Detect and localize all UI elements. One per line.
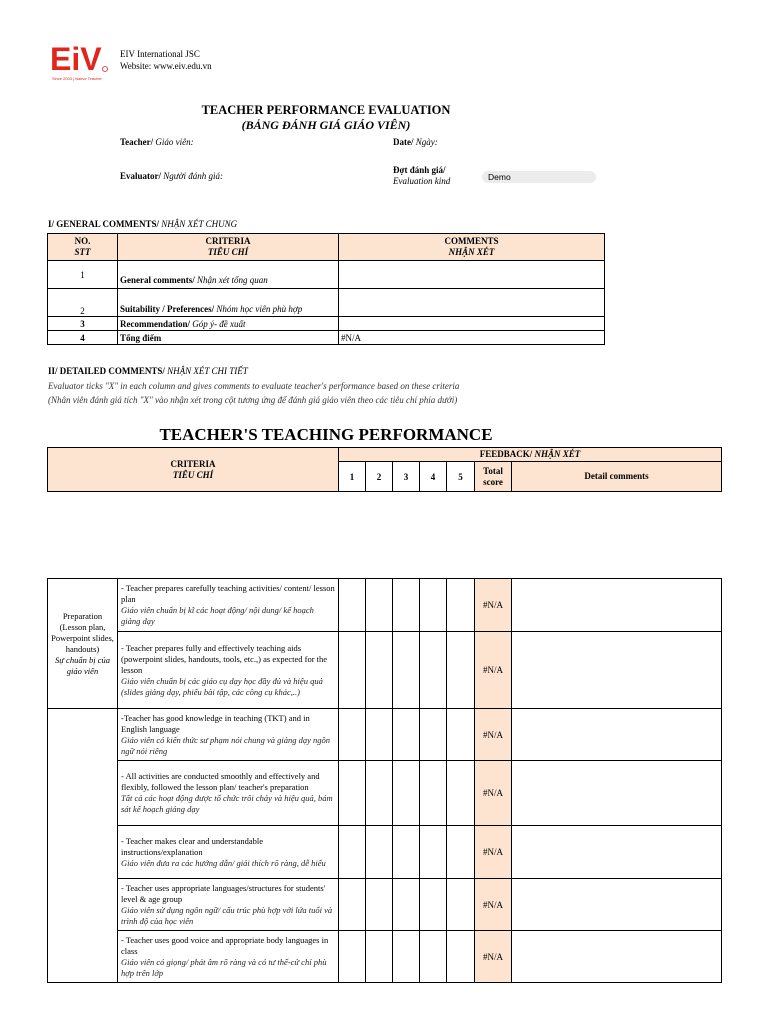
score-cell-1[interactable] <box>339 761 366 826</box>
score-cell-1[interactable] <box>339 632 366 709</box>
score-col-1: 1 <box>339 462 366 492</box>
detail-comment-cell[interactable] <box>512 931 722 983</box>
table-row <box>48 261 605 289</box>
score-cell-3[interactable] <box>393 879 420 931</box>
row-no: 4 <box>48 331 118 345</box>
score-cell-4[interactable] <box>420 879 447 931</box>
criteria-row <box>48 879 722 931</box>
row-criteria: General comments/ Nhận xét tổng quan <box>118 261 339 289</box>
performance-title: TEACHER'S TEACHING PERFORMANCE <box>159 425 493 444</box>
company-website: Website: www.eiv.edu.vn <box>120 61 212 71</box>
table-row <box>48 331 605 345</box>
score-cell-1[interactable] <box>339 709 366 761</box>
score-col-5: 5 <box>447 462 475 492</box>
company-info <box>120 48 212 72</box>
criteria-text: - Teacher uses good voice and appropriate body languages in class Giáo viên có giọng/ phát âm rõ ràng và có tư thế-cử chỉ phù hợp trên lớp <box>118 931 339 983</box>
score-cell-3[interactable] <box>393 579 420 632</box>
detail-comment-cell[interactable] <box>512 632 722 709</box>
total-score: #N/A <box>475 826 512 879</box>
score-cell-1[interactable] <box>339 931 366 983</box>
score-cell-4[interactable] <box>420 709 447 761</box>
detail-comment-cell[interactable] <box>512 579 722 632</box>
score-cell-5[interactable] <box>447 709 475 761</box>
table-row <box>48 317 605 331</box>
criteria-text: - Teacher makes clear and understandable instructions/explanation Giáo viên đưa ra các hướng dẫn/ giải thích rõ ràng, dễ hiểu <box>118 826 339 879</box>
score-col-3: 3 <box>393 462 420 492</box>
criteria-text: - Teacher prepares fully and effectively teaching aids (powerpoint slides, handouts, tools, etc.,) as expected for the lesson Giáo viên chuẩn bị các giáo cụ dạy học đầy đủ và hiệu quả (slides giảng dạy, phiếu bài tập, các công cụ khác,..) <box>118 632 339 709</box>
criteria-text: - All activities are conducted smoothly and effectively and flexibly, followed the lesson plan/ teacher's preparation Tất cả các hoạt động được tổ chức trôi chảy và hiệu quả, bám sát kế hoạch giảng dạy <box>118 761 339 826</box>
page-title: TEACHER PERFORMANCE EVALUATION <box>201 103 451 117</box>
logo-text: EiV <box>50 41 102 77</box>
score-cell-2[interactable] <box>366 761 393 826</box>
score-col-2: 2 <box>366 462 393 492</box>
col-criteria: CRITERIA TIÊU CHÍ <box>118 234 339 261</box>
page-subtitle: (BẢNG ĐÁNH GIÁ GIÁO VIÊN) <box>241 118 411 132</box>
score-cell-3[interactable] <box>393 709 420 761</box>
score-cell-2[interactable] <box>366 879 393 931</box>
company-logo <box>50 40 108 82</box>
score-cell-3[interactable] <box>393 632 420 709</box>
row-criteria: Suitability / Preferences/ Nhóm học viên phù hợp <box>118 289 339 317</box>
score-cell-5[interactable] <box>447 931 475 983</box>
score-cell-4[interactable] <box>420 579 447 632</box>
row-criteria: Tổng điểm <box>118 331 339 345</box>
general-header-row <box>48 234 605 261</box>
score-cell-2[interactable] <box>366 579 393 632</box>
criteria-row <box>48 579 722 632</box>
general-comments-heading: I/ GENERAL COMMENTS/ NHẬN XÉT CHUNG <box>48 219 238 229</box>
row-no: 1 <box>48 261 118 289</box>
detail-comment-cell[interactable] <box>512 761 722 826</box>
detail-comment-cell[interactable] <box>512 879 722 931</box>
score-cell-4[interactable] <box>420 931 447 983</box>
score-cell-3[interactable] <box>393 826 420 879</box>
col-no: NO. STT <box>48 234 118 261</box>
score-cell-1[interactable] <box>339 879 366 931</box>
score-cell-2[interactable] <box>366 931 393 983</box>
total-score: #N/A <box>475 931 512 983</box>
score-cell-2[interactable] <box>366 826 393 879</box>
total-score: #N/A <box>475 579 512 632</box>
total-score: #N/A <box>475 632 512 709</box>
col-total-score: Total score <box>475 462 512 492</box>
score-cell-2[interactable] <box>366 632 393 709</box>
date-label: Date/ Ngày: <box>393 137 438 147</box>
score-cell-4[interactable] <box>420 632 447 709</box>
logo-tagline: Since 2003 | Native Teacher <box>52 76 102 81</box>
score-cell-1[interactable] <box>339 579 366 632</box>
row-criteria: Recommendation/ Góp ý- đề xuất <box>118 317 339 331</box>
comment-cell[interactable] <box>339 261 605 289</box>
detailed-comments-heading: II/ DETAILED COMMENTS/ NHẬN XÉT CHI TIẾT <box>48 366 248 376</box>
criteria-row <box>48 761 722 826</box>
score-cell-4[interactable] <box>420 761 447 826</box>
criteria-text: - Teacher prepares carefully teaching activities/ content/ lesson plan Giáo viên chuẩn bị kĩ các hoạt động/ nội dung/ kế hoạch giảng dạy <box>118 579 339 632</box>
criteria-row <box>48 826 722 879</box>
score-cell-2[interactable] <box>366 709 393 761</box>
group-preparation: Preparation (Lesson plan, Powerpoint slides, handouts) Sự chuẩn bị của giáo viên <box>48 579 118 709</box>
criteria-row <box>48 632 722 709</box>
teacher-label: Teacher/ Giáo viên: <box>120 137 194 147</box>
performance-criteria-table <box>47 578 722 983</box>
row-no: 2 <box>48 289 118 317</box>
performance-header-table <box>47 447 722 492</box>
criteria-row <box>48 931 722 983</box>
company-name: EIV International JSC <box>120 49 200 59</box>
table-row <box>48 289 605 317</box>
score-cell-5[interactable] <box>447 761 475 826</box>
total-score-cell: #N/A <box>339 331 605 345</box>
score-cell-5[interactable] <box>447 879 475 931</box>
score-col-4: 4 <box>420 462 447 492</box>
score-cell-5[interactable] <box>447 826 475 879</box>
col-comments: COMMENTS NHẬN XÉT <box>339 234 605 261</box>
detail-comment-cell[interactable] <box>512 826 722 879</box>
comment-cell[interactable] <box>339 317 605 331</box>
score-cell-3[interactable] <box>393 761 420 826</box>
criteria-text: - Teacher uses appropriate languages/structures for students' level & age group Giáo viên sử dụng ngôn ngữ/ cấu trúc phù hợp với lứa tuổi và trình độ của học viên <box>118 879 339 931</box>
row-no: 3 <box>48 317 118 331</box>
score-cell-3[interactable] <box>393 931 420 983</box>
total-score: #N/A <box>475 879 512 931</box>
score-cell-5[interactable] <box>447 579 475 632</box>
criteria-row <box>48 709 722 761</box>
col-feedback: FEEDBACK/ NHẬN XÉT <box>339 448 722 462</box>
score-cell-4[interactable] <box>420 826 447 879</box>
instruction-note-en: Evaluator ticks "X" in each column and gives comments to evaluate teacher's performance based on these criteria <box>48 381 460 391</box>
general-comments-table <box>47 233 605 345</box>
comment-cell[interactable] <box>339 289 605 317</box>
total-score: #N/A <box>475 761 512 826</box>
evaluation-kind-select[interactable]: Demo <box>482 171 596 183</box>
col-detail-comments: Detail comments <box>512 462 722 492</box>
instruction-note-vi: (Nhân viên đánh giá tích "X" vào nhận xét trong cột tương ứng để đánh giá giáo viên theo các tiêu chí phía dưới) <box>48 395 458 405</box>
evaluation-kind-label: Đợt đánh giá/ Evaluation kind <box>393 165 451 186</box>
group-delivery <box>48 709 118 983</box>
score-cell-1[interactable] <box>339 826 366 879</box>
score-cell-5[interactable] <box>447 632 475 709</box>
total-score: #N/A <box>475 709 512 761</box>
criteria-text: -Teacher has good knowledge in teaching (TKT) and in English language Giáo viên có kiến thức sư phạm nói chung và giảng dạy ngôn ngữ nói riêng <box>118 709 339 761</box>
evaluator-label: Evaluator/ Người đánh giá: <box>120 171 223 181</box>
col-criteria: CRITERIA TIÊU CHÍ <box>48 448 339 492</box>
detail-comment-cell[interactable] <box>512 709 722 761</box>
